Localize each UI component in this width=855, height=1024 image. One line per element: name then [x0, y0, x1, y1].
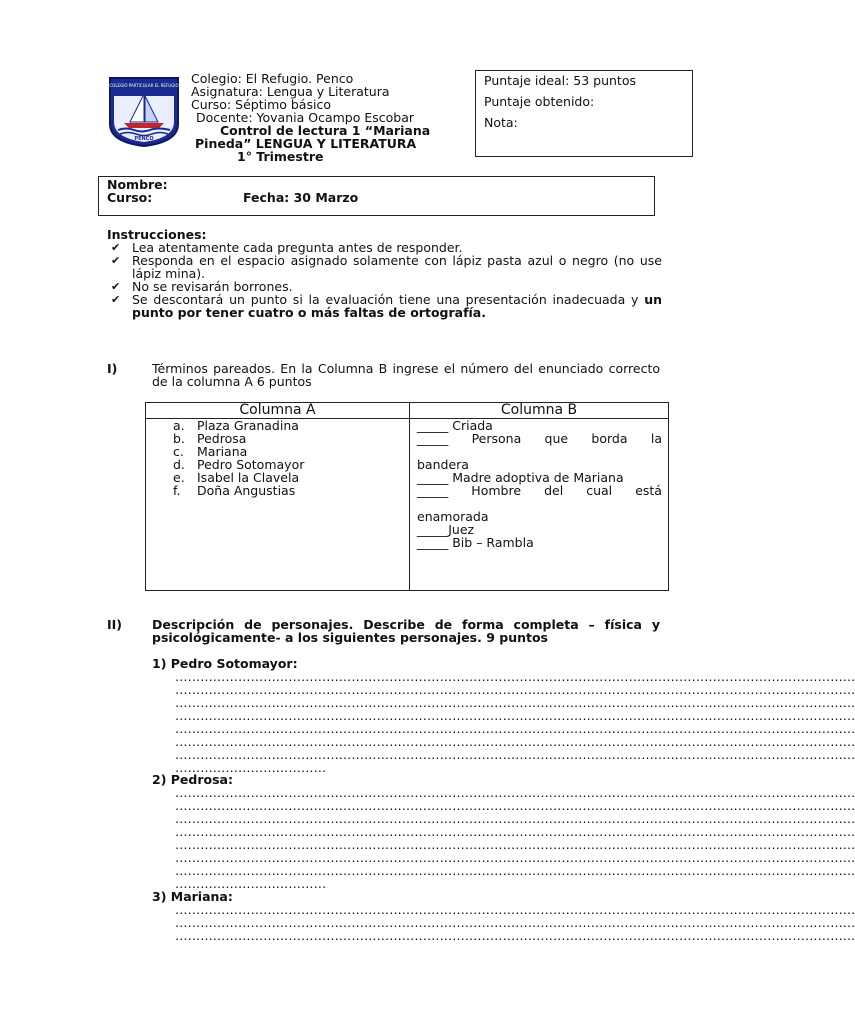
list-item: e. Isabel la Clavela	[173, 470, 300, 485]
section-1-number: I)	[107, 361, 118, 376]
question-3-title: 3) Mariana:	[152, 889, 233, 904]
course: Curso: Séptimo básico	[191, 97, 331, 112]
teacher: Docente: Yovania Ocampo Escobar	[196, 110, 415, 125]
instructions-heading: Instrucciones:	[107, 227, 207, 242]
list-item[interactable]: _____ Criada	[417, 418, 493, 433]
instructions	[107, 228, 662, 319]
name-label[interactable]: Nombre:	[107, 177, 168, 192]
list-item: b. Pedrosa	[173, 431, 247, 446]
question-1-title: 1) Pedro Sotomayor:	[152, 656, 298, 671]
list-item-continued: bandera	[417, 457, 469, 472]
subject: Asignatura: Lengua y Literatura	[191, 84, 390, 99]
column-b-list	[417, 419, 662, 549]
column-a-list	[173, 419, 304, 497]
grade[interactable]: Nota:	[484, 115, 518, 130]
student-info-box	[98, 176, 655, 216]
answer-lines-2[interactable]: ……………………………………………………………………………………………………………………………………………… ……………………………………………………………………………………………………………………………………………… ……………………………………………………………………………………………………………………………………………… ……………………………………………………………………………………………………………………………………………… ……………………………………………………………………………………………………………………………………………… ……………………………………………………………………………………………………………………………………………… ……………………………………………………………………………………………………………………………………………… ………………………………	[175, 785, 855, 891]
instruction-item: ✔ Responda en el espacio asignado solamente con lápiz pasta azul o negro (no use lápiz mina).	[111, 253, 662, 281]
date-label: Fecha: 30 Marzo	[243, 190, 359, 205]
section-2-number: II)	[107, 617, 123, 632]
obtained-score[interactable]: Puntaje obtenido:	[484, 94, 595, 109]
question-2-title: 2) Pedrosa:	[152, 772, 233, 787]
answer-lines-1[interactable]: ……………………………………………………………………………………………………………………………………………… ……………………………………………………………………………………………………………………………………………… ……………………………………………………………………………………………………………………………………………… ……………………………………………………………………………………………………………………………………………… ……………………………………………………………………………………………………………………………………………… ……………………………………………………………………………………………………………………………………………… ……………………………………………………………………………………………………………………………………………… ………………………………	[175, 669, 855, 775]
list-item: a. Plaza Granadina	[173, 418, 299, 433]
list-item[interactable]: _____ Persona que borda la	[417, 431, 662, 446]
school-name: Colegio: El Refugio. Penco	[191, 71, 354, 86]
course-row	[107, 191, 646, 204]
instruction-item: ✔ Lea atentamente cada pregunta antes de responder.	[111, 240, 463, 255]
exam-title-2: Pineda” LENGUA Y LITERATURA	[195, 136, 417, 151]
list-item-continued: enamorada	[417, 509, 489, 524]
ideal-score: Puntaje ideal: 53 puntos	[484, 73, 636, 88]
course-label[interactable]: Curso:	[107, 190, 153, 205]
score-box	[475, 70, 693, 157]
instruction-item: ✔ Se descontará un punto si la evaluación tiene una presentación inadecuada y un punto por tener cuatro o más faltas de ortografía.	[111, 292, 662, 320]
check-icon: ✔	[111, 293, 121, 306]
list-item[interactable]: _____ Madre adoptiva de Mariana	[417, 470, 624, 485]
column-a-header: Columna A	[239, 402, 316, 418]
list-item[interactable]: _____ Hombre del cual está	[417, 483, 662, 498]
list-item[interactable]: _____ Bib – Rambla	[417, 535, 534, 550]
check-icon: ✔	[111, 254, 121, 267]
section-1-instructions: Términos pareados. En la Columna B ingrese el número del enunciado correcto de la columna A 6 puntos	[152, 361, 660, 389]
column-b-header: Columna B	[500, 402, 578, 418]
check-icon: ✔	[111, 280, 121, 293]
list-item: d. Pedro Sotomayor	[173, 457, 305, 472]
list-item[interactable]: _____Juez	[417, 522, 475, 537]
answer-lines-3[interactable]: ……………………………………………………………………………………………………………………………………………… ……………………………………………………………………………………………………………………………………………… ………………………………………………………………………………………………………………………………………………	[175, 902, 855, 943]
header-info	[191, 72, 466, 163]
list-item: f. Doña Angustias	[173, 483, 296, 498]
exam-title-1: Control de lectura 1 “Mariana	[220, 123, 431, 138]
exam-title-3: 1° Trimestre	[237, 149, 324, 164]
check-icon: ✔	[111, 241, 121, 254]
section-2-instructions: Descripción de personajes. Describe de forma completa – física y psicológicamente- a los siguientes personajes. 9 puntos	[152, 617, 660, 645]
list-item: c. Mariana	[173, 444, 248, 459]
svg-text:COLEGIO PARTICULAR EL REFUGIO: COLEGIO PARTICULAR EL REFUGIO	[109, 83, 179, 88]
instruction-item: ✔ No se revisarán borrones.	[111, 279, 293, 294]
svg-text:PENCO: PENCO	[134, 136, 154, 142]
school-logo	[108, 76, 180, 148]
matching-table	[145, 402, 669, 591]
